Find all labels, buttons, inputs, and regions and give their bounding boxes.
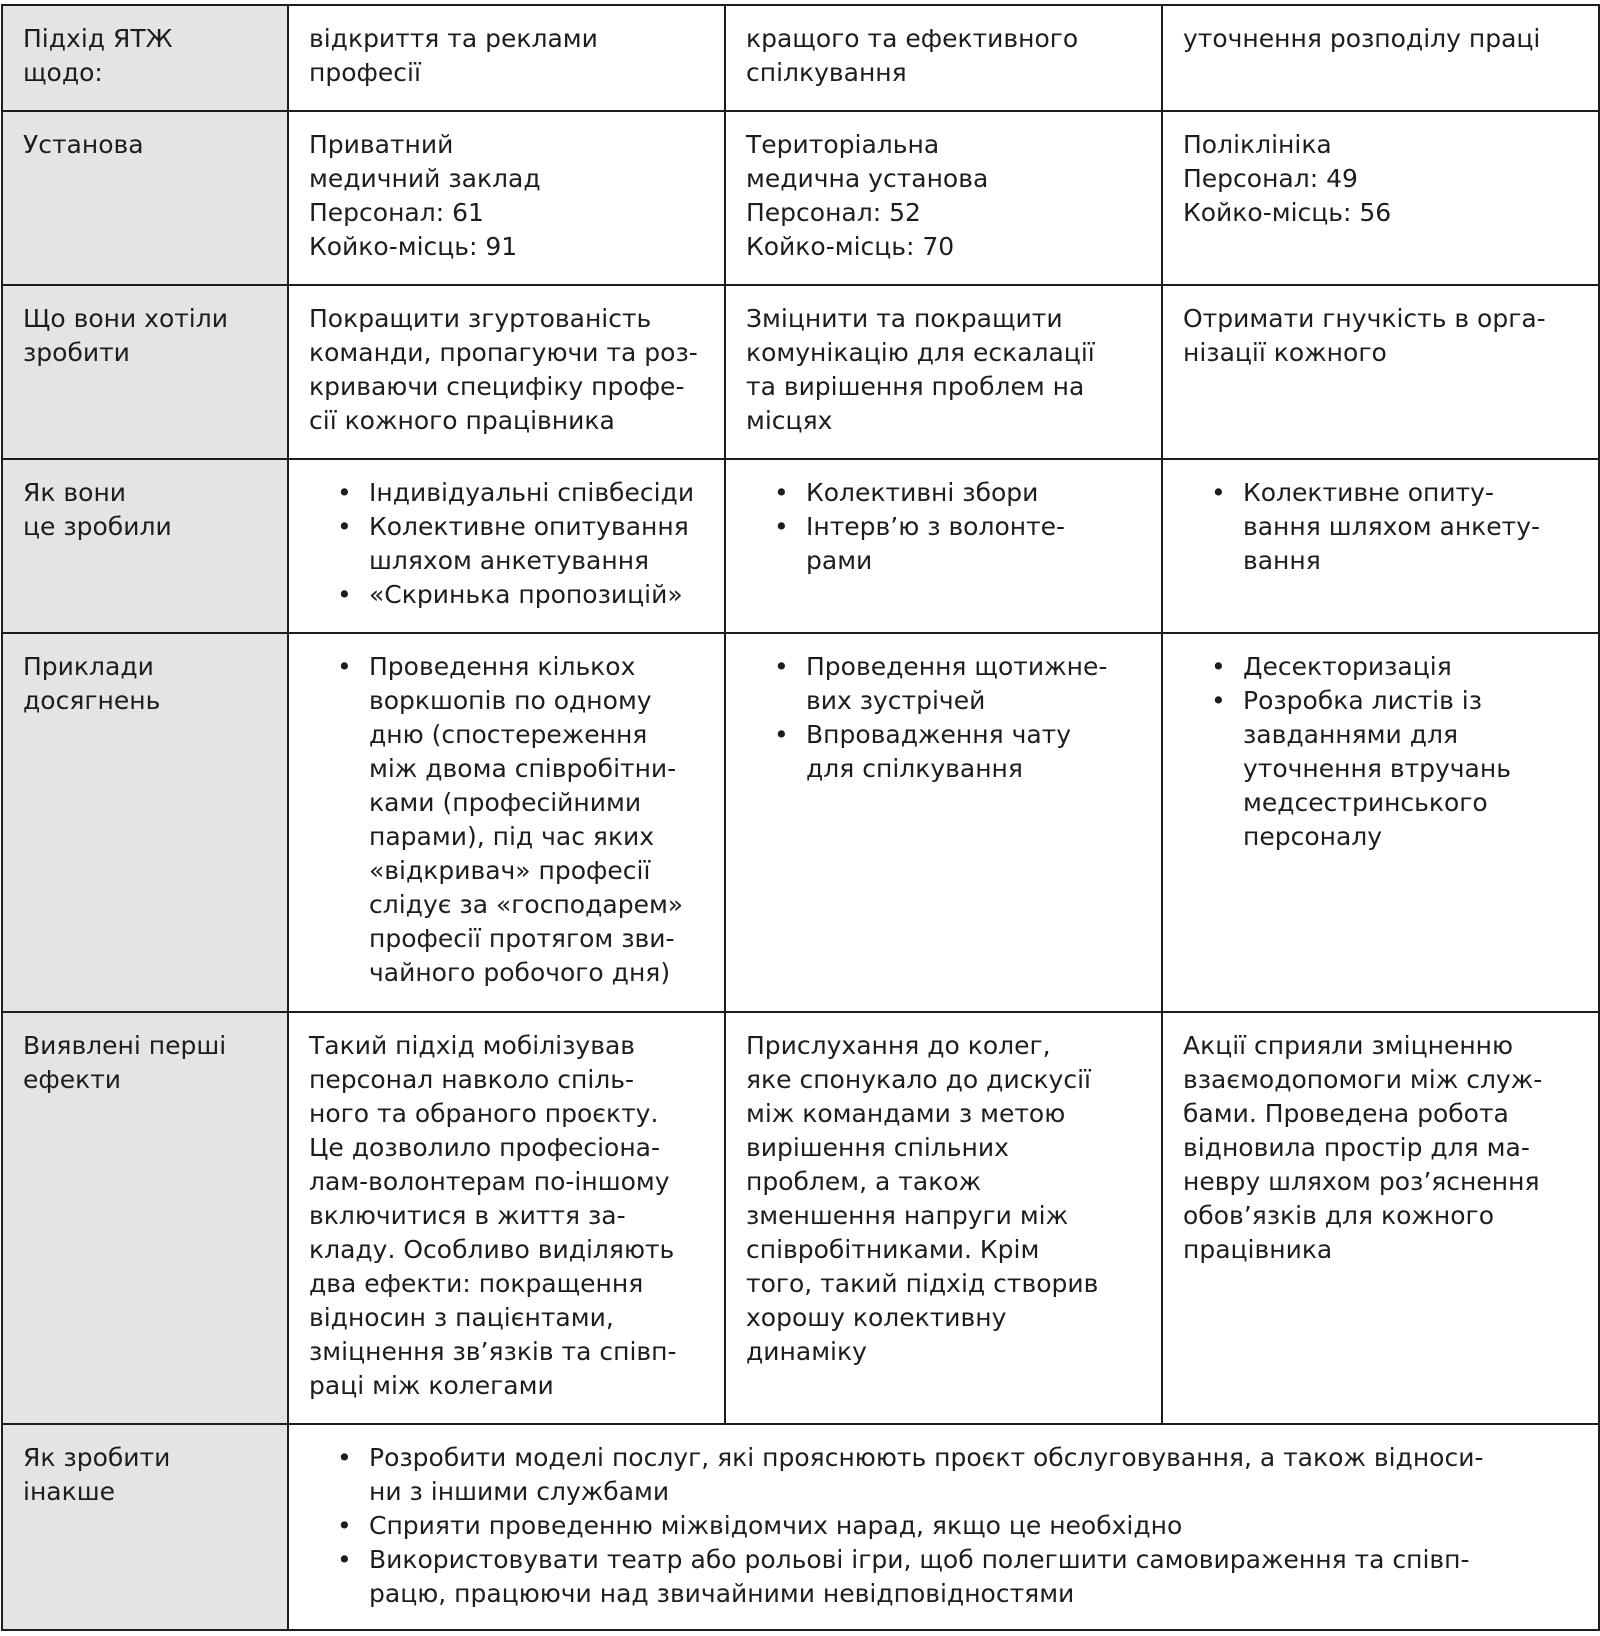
text-line: • Індивідуальні співбесіди	[369, 478, 695, 507]
text-line: Койко-місць: 91	[309, 232, 518, 261]
text-line: проблем, а також	[746, 1167, 982, 1196]
text-line: • Проведення щотижне-	[806, 652, 1108, 681]
institution-col2	[725, 111, 1162, 285]
text-line: Територіальна	[746, 130, 940, 159]
text-line: Приклади	[23, 652, 154, 681]
text-line: шляхом анкетування	[369, 546, 650, 575]
row-institution-label	[2, 111, 288, 285]
text-line: медичний заклад	[309, 164, 541, 193]
text-line: відновила простір для ма-	[1183, 1133, 1530, 1162]
text-line: Установа	[23, 130, 144, 159]
text-line: слідує за «господарем»	[369, 890, 684, 919]
qvt-approach-table	[1, 4, 1600, 1631]
bullet-list	[746, 476, 1143, 578]
row-effects	[2, 1012, 1599, 1424]
text-line: ефекти	[23, 1065, 122, 1094]
list-item	[806, 510, 1143, 578]
text-line: Персонал: 61	[309, 198, 484, 227]
row-header	[2, 5, 1599, 111]
text-line: Це дозволило професіона-	[309, 1133, 661, 1162]
text-line: відкриття та реклами	[309, 24, 598, 53]
text-line: динаміку	[746, 1337, 867, 1366]
list-item	[1243, 684, 1580, 854]
text-line: сії кожного працівника	[309, 406, 615, 435]
text-line: нізації кожного	[1183, 338, 1387, 367]
text-line: уточнення розподілу праці	[1183, 24, 1541, 53]
text-line: парами), під час яких	[369, 822, 655, 851]
text-line: зміцнення зв’язків та співп-	[309, 1337, 677, 1366]
effects-col1	[288, 1012, 725, 1424]
text-line: вирішення спільних	[746, 1133, 1009, 1162]
text-line: рацю, працюючи над звичайними невідповідностями	[369, 1579, 1075, 1608]
text-line: Що вони хотіли	[23, 304, 228, 333]
row-improve	[2, 1424, 1599, 1630]
list-item	[369, 650, 706, 990]
row-examples-label	[2, 633, 288, 1012]
text-line: криваючи специфіку профе-	[309, 372, 685, 401]
text-line: щодо:	[23, 58, 103, 87]
text-line: хорошу колективну	[746, 1303, 1007, 1332]
row-method	[2, 459, 1599, 633]
text-line: • Впровадження чату	[806, 720, 1072, 749]
list-item	[1243, 476, 1580, 578]
goal-col1	[288, 285, 725, 459]
text-line: • Десекторизація	[1243, 652, 1452, 681]
list-item	[369, 1441, 1580, 1509]
text-line: лам-волонтерам по-іншому	[309, 1167, 670, 1196]
examples-col2	[725, 633, 1162, 1012]
text-line: інакше	[23, 1477, 115, 1506]
text-line: • Проведення кількох	[369, 652, 636, 681]
text-line: Як зробити	[23, 1443, 171, 1472]
list-item	[806, 650, 1143, 718]
text-line: це зробили	[23, 512, 172, 541]
text-line: вання шляхом анкету-	[1243, 512, 1541, 541]
institution-col1	[288, 111, 725, 285]
text-line: Акції сприяли зміцненню	[1183, 1031, 1514, 1060]
text-line: обов’язків для кожного	[1183, 1201, 1494, 1230]
text-line: вих зустрічей	[806, 686, 986, 715]
bullet-list	[309, 650, 706, 990]
row-institution	[2, 111, 1599, 285]
effects-col3	[1162, 1012, 1599, 1424]
row-method-label	[2, 459, 288, 633]
header-col2	[725, 5, 1162, 111]
text-line: досягнень	[23, 686, 161, 715]
text-line: • Колективне опиту-	[1243, 478, 1494, 507]
text-line: раці між колегами	[309, 1371, 554, 1400]
text-line: вання	[1243, 546, 1321, 575]
text-line: Поліклініка	[1183, 130, 1332, 159]
text-line: професії протягом зви-	[369, 924, 675, 953]
text-line: місцях	[746, 406, 833, 435]
method-col2	[725, 459, 1162, 633]
text-line: співробітниками. Крім	[746, 1235, 1040, 1264]
text-line: кладу. Особливо виділяють	[309, 1235, 675, 1264]
text-line: яке спонукало до дискусії	[746, 1065, 1091, 1094]
text-line: медична установа	[746, 164, 989, 193]
examples-col1	[288, 633, 725, 1012]
list-item	[369, 510, 706, 578]
list-item	[806, 718, 1143, 786]
text-line: Прислухання до колег,	[746, 1031, 1051, 1060]
effects-col2	[725, 1012, 1162, 1424]
text-line: Підхід ЯТЖ	[23, 24, 173, 53]
text-line: взаємодопомоги між служ-	[1183, 1065, 1543, 1094]
text-line: Виявлені перші	[23, 1031, 227, 1060]
row-improve-label	[2, 1424, 288, 1630]
text-line: працівника	[1183, 1235, 1333, 1264]
row-examples	[2, 633, 1599, 1012]
text-line: між командами з метою	[746, 1099, 1066, 1128]
text-line: для спілкування	[806, 754, 1023, 783]
text-line: два ефекти: покращення	[309, 1269, 644, 1298]
improve-content	[288, 1424, 1599, 1630]
row-effects-label	[2, 1012, 288, 1424]
text-line: «відкривач» професії	[369, 856, 651, 885]
text-line: Покращити згуртованість	[309, 304, 652, 333]
text-line: уточнення втручань	[1243, 754, 1511, 783]
text-line: зменшення напруги між	[746, 1201, 1069, 1230]
text-line: завданнями для	[1243, 720, 1459, 749]
text-line: Отримати гнучкість в орга-	[1183, 304, 1546, 333]
text-line: Приватний	[309, 130, 454, 159]
text-line: чайного робочого дня)	[369, 958, 671, 987]
text-line: професії	[309, 58, 421, 87]
text-line: • Сприяти проведенню міжвідомчих нарад, якщо це необхідно	[369, 1511, 1183, 1540]
text-line: • Колективне опитування	[369, 512, 689, 541]
text-line: ного та обраного проєкту.	[309, 1099, 659, 1128]
institution-col3	[1162, 111, 1599, 285]
text-line: • «Скринька пропозицій»	[369, 580, 683, 609]
text-line: Такий підхід мобілізував	[309, 1031, 636, 1060]
bullet-list	[1183, 650, 1580, 854]
text-line: • Використовувати театр або рольові ігри, щоб полегшити самовираження та співп-	[369, 1545, 1470, 1574]
list-item	[369, 1509, 1580, 1543]
text-line: • Інтерв’ю з волонте-	[806, 512, 1066, 541]
text-line: спілкування	[746, 58, 907, 87]
text-line: • Колективні збори	[806, 478, 1039, 507]
text-line: невру шляхом роз’яснення	[1183, 1167, 1540, 1196]
text-line: персонал навколо спіль-	[309, 1065, 635, 1094]
text-line: зробити	[23, 338, 130, 367]
text-line: • Розробка листів із	[1243, 686, 1483, 715]
method-col1	[288, 459, 725, 633]
text-line: Зміцнити та покращити	[746, 304, 1063, 333]
text-line: Койко-місць: 70	[746, 232, 955, 261]
method-col3	[1162, 459, 1599, 633]
text-line: та вирішення проблем на	[746, 372, 1085, 401]
text-line: того, такий підхід створив	[746, 1269, 1099, 1298]
text-line: Як вони	[23, 478, 127, 507]
text-line: комунікацію для ескалації	[746, 338, 1095, 367]
text-line: включитися в життя за-	[309, 1201, 626, 1230]
text-line: ни з іншими службами	[369, 1477, 670, 1506]
header-col1	[288, 5, 725, 111]
list-item	[369, 476, 706, 510]
text-line: Персонал: 49	[1183, 164, 1358, 193]
text-line: персоналу	[1243, 822, 1383, 851]
goal-col3	[1162, 285, 1599, 459]
bullet-list	[746, 650, 1143, 786]
text-line: рами	[806, 546, 873, 575]
text-line: відносин з пацієнтами,	[309, 1303, 614, 1332]
bullet-list	[309, 476, 706, 612]
goal-col2	[725, 285, 1162, 459]
header-col3	[1162, 5, 1599, 111]
row-goal	[2, 285, 1599, 459]
text-line: Койко-місць: 56	[1183, 198, 1392, 227]
examples-col3	[1162, 633, 1599, 1012]
bullet-list	[1183, 476, 1580, 578]
text-line: Персонал: 52	[746, 198, 921, 227]
list-item	[369, 578, 706, 612]
text-line: дню (спостереження	[369, 720, 648, 749]
text-line: воркшопів по одному	[369, 686, 652, 715]
text-line: команди, пропагуючи та роз-	[309, 338, 698, 367]
text-line: медсестринського	[1243, 788, 1488, 817]
text-line: ками (професійними	[369, 788, 642, 817]
text-line: бами. Проведена робота	[1183, 1099, 1509, 1128]
row-header-label	[2, 5, 288, 111]
list-item	[369, 1543, 1580, 1611]
list-item	[1243, 650, 1580, 684]
text-line: між двома співробітни-	[369, 754, 677, 783]
row-goal-label	[2, 285, 288, 459]
list-item	[806, 476, 1143, 510]
bullet-list	[309, 1441, 1580, 1611]
text-line: кращого та ефективного	[746, 24, 1079, 53]
text-line: • Розробити моделі послуг, які прояснюють проєкт обслуговування, а також відноси-	[369, 1443, 1484, 1472]
